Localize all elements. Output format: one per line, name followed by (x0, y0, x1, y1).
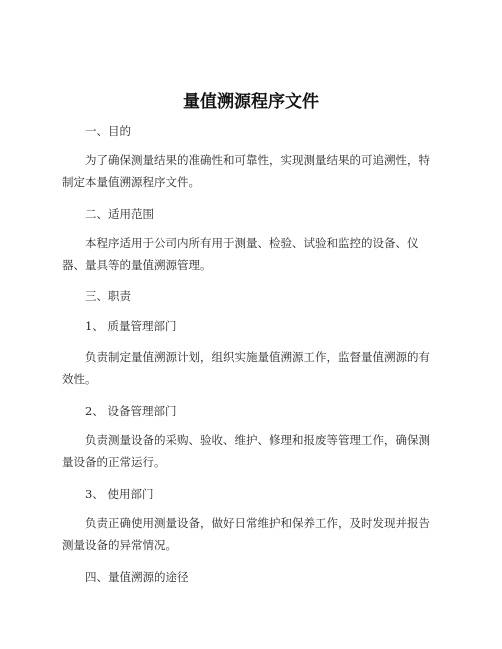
item-quality-dept: 1、 质量管理部门 (85, 319, 177, 333)
paragraph-equipment-dept: 负责测量设备的采购、验收、维护、修理和报废等管理工作，确保测量设备的正常运行。 (62, 433, 430, 469)
section-heading-responsibilities: 三、职责 (85, 289, 131, 303)
paragraph-user-dept: 负责正确使用测量设备，做好日常维护和保养工作，及时发现并报告测量设备的异常情况。 (62, 516, 430, 552)
item-user-dept: 3、 使用部门 (85, 487, 154, 501)
section-heading-traceability-path: 四、量值溯源的途径 (85, 570, 189, 584)
paragraph-purpose: 为了确保测量结果的准确性和可靠性，实现测量结果的可追溯性，特制定本量值溯源程序文件。 (62, 153, 430, 189)
paragraph-quality-dept: 负责制定量值溯源计划，组织实施量值溯源工作，监督量值溯源的有效性。 (62, 350, 430, 386)
item-equipment-dept: 2、 设备管理部门 (85, 404, 177, 418)
paragraph-scope: 本程序适用于公司内所有用于测量、检验、试验和监控的设备、仪器、量具等的量值溯源管理。 (62, 236, 419, 272)
document-title: 量值溯源程序文件 (183, 92, 319, 112)
section-heading-purpose: 一、目的 (85, 124, 131, 138)
section-heading-scope: 二、适用范围 (85, 207, 154, 221)
